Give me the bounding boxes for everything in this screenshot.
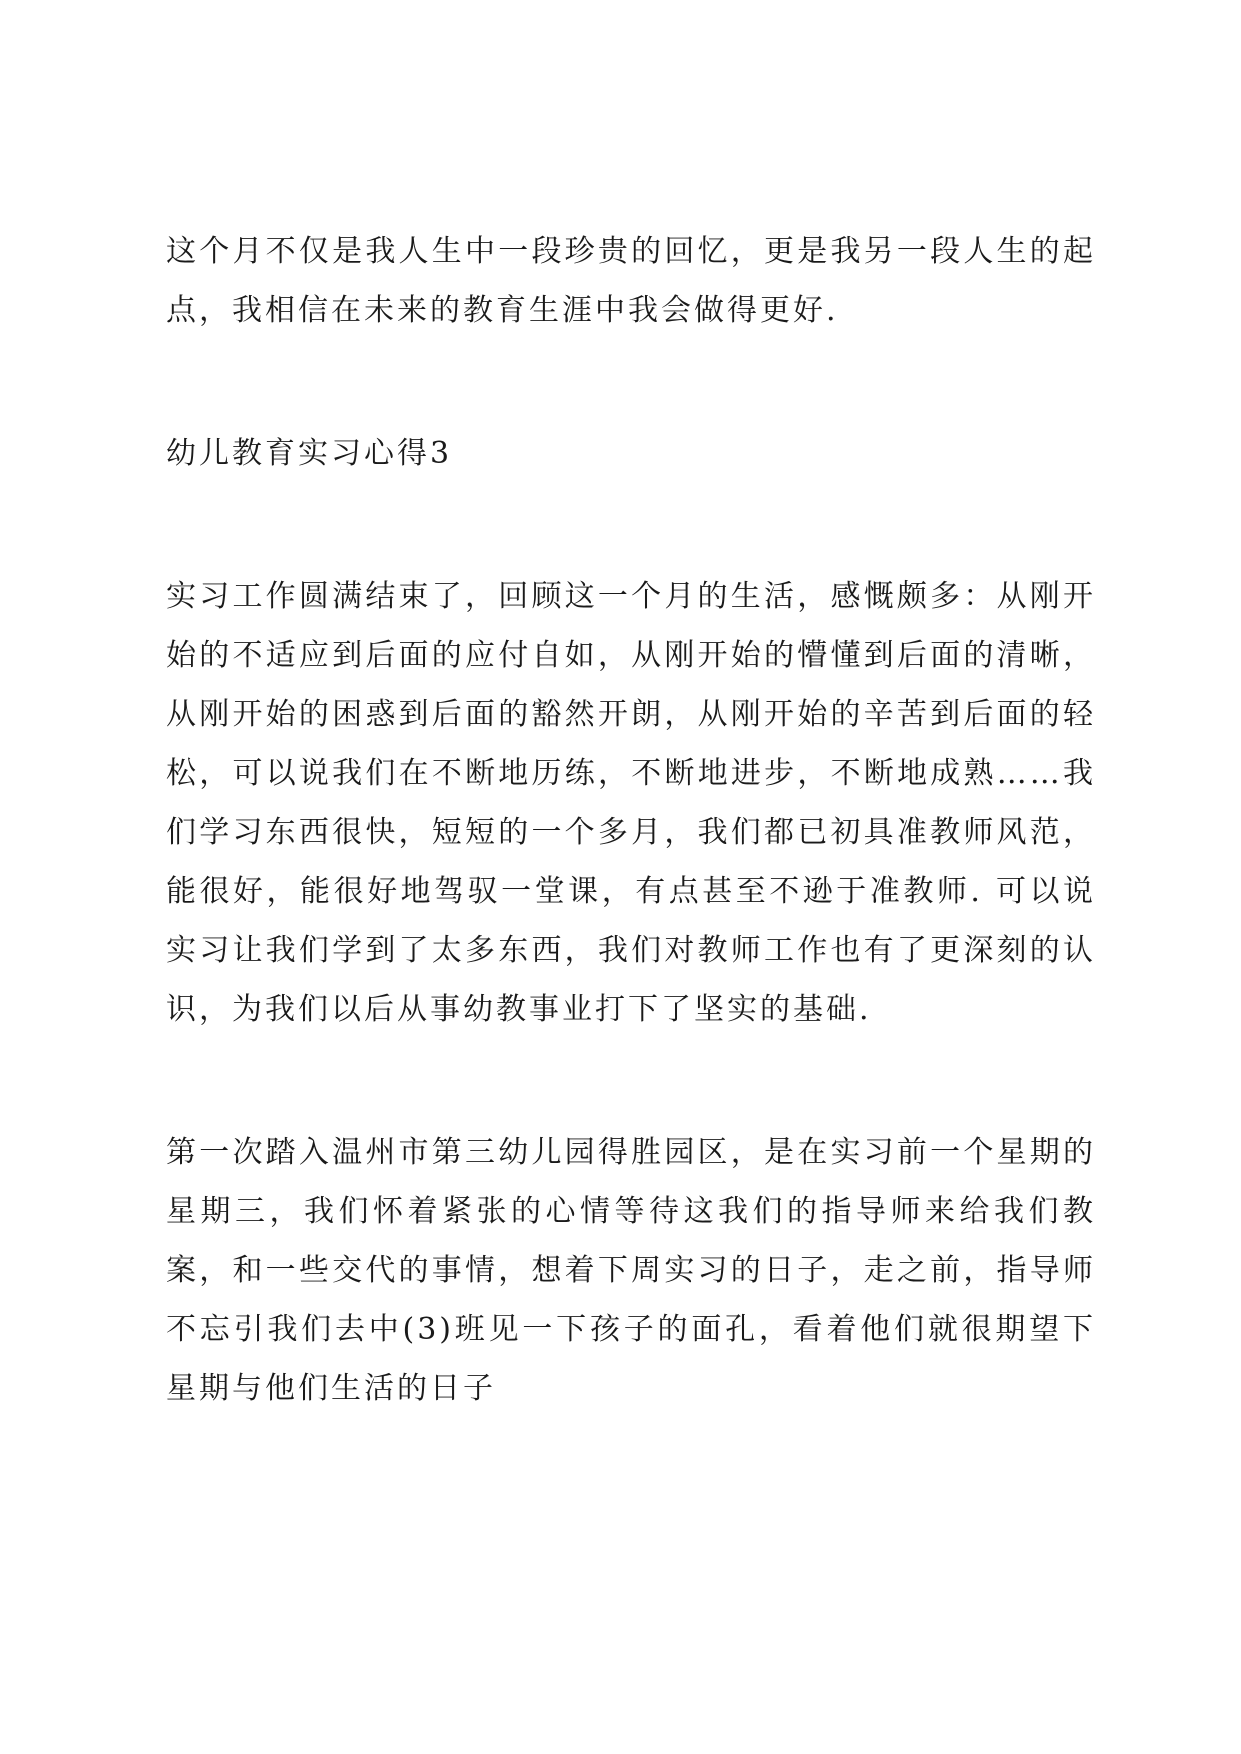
paragraph-internship-summary: 实习工作圆满结束了，回顾这一个月的生活，感慨颇多：从刚开始的不适应到后面的应付自如，从刚开始的懵懂到后面的清晰，从刚开始的困惑到后面的豁然开朗，从刚开始的辛苦到后面的轻松，可以说我们在不断地历练，不断地进步，不断地成熟……我们学习东西很快，短短的一个多月，我们都已初具准教师风范，能很好，能很好地驾驭一堂课，有点甚至不逊于准教师. 可以说实习让我们学到了太多东西，我们对教师工作也有了更深刻的认识，为我们以后从事幼教事业打下了坚实的基础. xyxy=(166,579,1096,1027)
paragraph-closing-reflection: 这个月不仅是我人生中一段珍贵的回忆，更是我另一段人生的起点，我相信在未来的教育生涯中我会做得更好. xyxy=(166,234,1096,328)
section-heading: 幼儿教育实习心得3 xyxy=(166,436,453,471)
document-body xyxy=(166,222,1096,1502)
paragraph-first-visit: 第一次踏入温州市第三幼儿园得胜园区，是在实习前一个星期的星期三，我们怀着紧张的心情等待这我们的指导师来给我们教案，和一些交代的事情，想着下周实习的日子，走之前，指导师不忘引我们去中(3)班见一下孩子的面孔，看着他们就很期望下星期与他们生活的日子 xyxy=(166,1135,1096,1406)
